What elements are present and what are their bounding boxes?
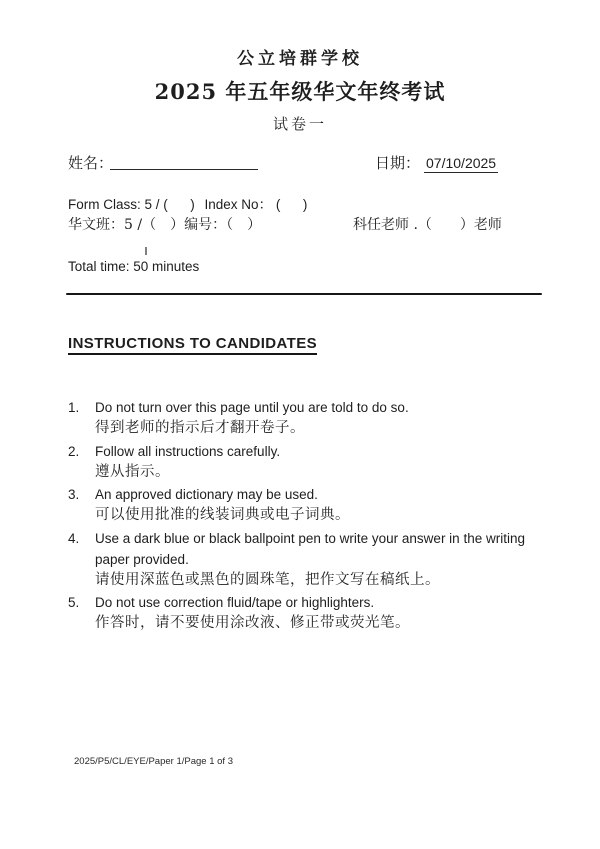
title-block xyxy=(0,44,600,134)
instruction-item-5 xyxy=(68,592,546,635)
instruction-item-2 xyxy=(68,441,546,484)
instructions-list xyxy=(68,397,546,635)
instruction-zh: 可以使用批准的线装词典或电子词典。 xyxy=(95,507,350,523)
exam-title: 2025 年五年级华文年终考试 xyxy=(154,79,446,104)
scan-speck xyxy=(145,247,147,255)
instruction-en: Do not turn over this page until you are told to do so. xyxy=(95,400,409,415)
item-number: 3. xyxy=(68,487,80,502)
form-class-row-zh xyxy=(68,214,560,234)
date-group xyxy=(375,152,498,173)
paper-number: 试卷一 xyxy=(272,115,327,133)
instruction-zh: 请使用深蓝色或黑色的圆珠笔，把作文写在稿纸上。 xyxy=(95,571,440,588)
instruction-zh: 得到老师的指示后才翻开卷子。 xyxy=(95,420,305,436)
name-date-row xyxy=(68,152,540,176)
index-no-field: Index No： ( ) xyxy=(204,197,308,212)
subject-teacher-field: 科任老师 .（ ）老师 xyxy=(353,217,502,233)
total-time: Total time: 50 minutes xyxy=(68,259,200,274)
school-name: 公立培群学校 xyxy=(237,49,363,69)
instruction-en: Do not use correction fluid/tape or highlighters. xyxy=(95,595,375,610)
footer-paper-code: 2025/P5/CL/EYE/Paper 1/Page 1 of 3 xyxy=(74,756,233,767)
form-class-field: Form Class: 5 / ( ) xyxy=(68,197,195,212)
instruction-en: An approved dictionary may be used. xyxy=(95,487,318,502)
item-number: 5. xyxy=(68,595,80,610)
item-number: 2. xyxy=(68,443,80,459)
chinese-class-field: 华文班：5 /（ ）编号：（ ） xyxy=(68,217,262,233)
instruction-zh: 作答时，请不要使用涂改液、修正带或荧光笔。 xyxy=(95,615,410,631)
item-number: 1. xyxy=(68,400,80,415)
date-value: 07/10/2025 xyxy=(426,155,497,171)
instructions-section xyxy=(68,335,546,636)
instruction-zh: 遵从指示。 xyxy=(95,463,170,480)
instruction-item-3 xyxy=(68,484,546,527)
instruction-item-1 xyxy=(68,397,546,440)
name-label: 姓名： xyxy=(68,154,114,172)
instruction-en: Follow all instructions carefully. xyxy=(95,443,281,459)
instruction-item-4 xyxy=(68,528,546,592)
name-fill-line xyxy=(110,169,258,170)
divider-line xyxy=(66,293,542,295)
form-class-row-en xyxy=(68,193,313,213)
instructions-heading: INSTRUCTIONS TO CANDIDATES xyxy=(68,335,317,355)
date-label: 日期： xyxy=(375,154,421,172)
item-number: 4. xyxy=(68,530,80,546)
instruction-en: Use a dark blue or black ballpoint pen to write your answer in the writing paper provided. xyxy=(95,530,525,567)
